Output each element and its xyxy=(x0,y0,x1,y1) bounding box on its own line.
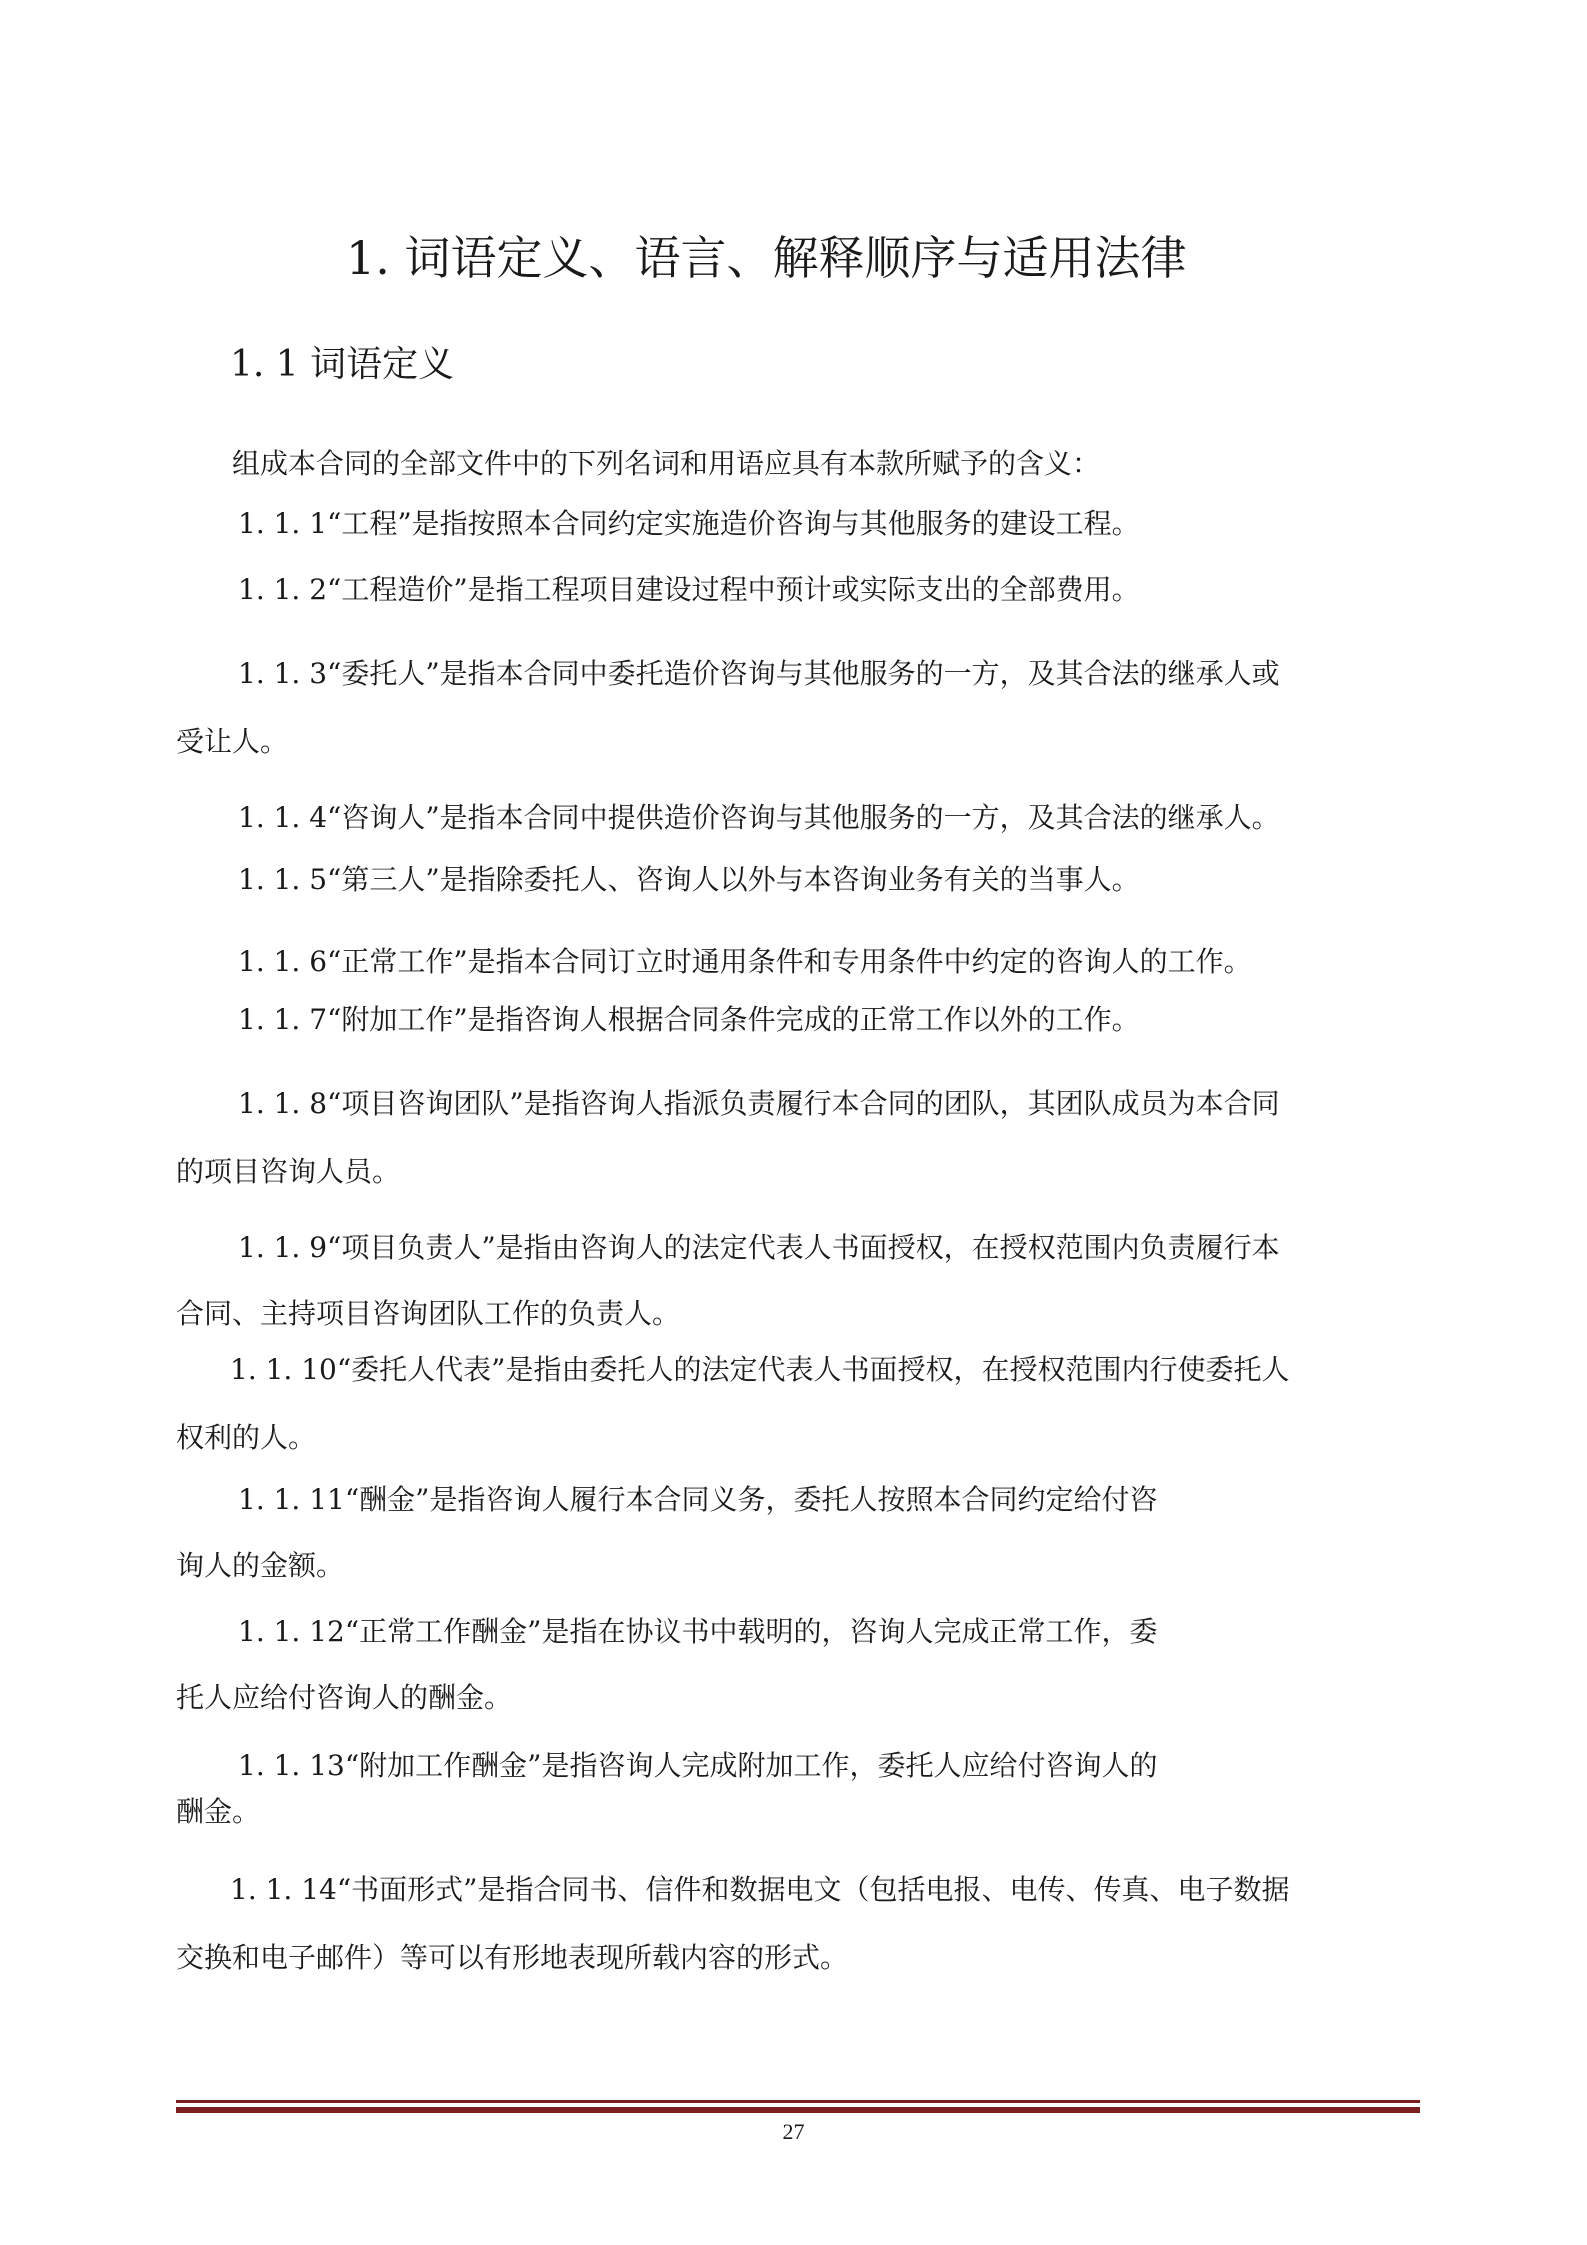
definition-line: 1. 1. 10“委托人代表”是指由委托人的法定代表人书面授权，在授权范围内行使委托人 xyxy=(230,1353,1290,1386)
chapter-heading: 1. 词语定义、语言、解释顺序与适用法律 xyxy=(346,231,1187,285)
definition-line: 1. 1. 7“附加工作”是指咨询人根据合同条件完成的正常工作以外的工作。 xyxy=(238,1003,1140,1036)
definition-line: 受让人。 xyxy=(176,725,289,758)
definition-line: 1. 1. 11“酬金”是指咨询人履行本合同义务，委托人按照本合同约定给付咨 xyxy=(238,1483,1158,1516)
definition-line: 的项目咨询人员。 xyxy=(176,1155,401,1188)
intro-paragraph: 组成本合同的全部文件中的下列名词和用语应具有本款所赋予的含义： xyxy=(232,447,1101,480)
definition-line: 1. 1. 4“咨询人”是指本合同中提供造价咨询与其他服务的一方，及其合法的继承人。 xyxy=(238,801,1280,834)
page-number: 27 xyxy=(782,2119,805,2144)
definition-line: 1. 1. 6“正常工作”是指本合同订立时通用条件和专用条件中约定的咨询人的工作。 xyxy=(238,945,1252,978)
definition-line: 1. 1. 1“工程”是指按照本合同约定实施造价咨询与其他服务的建设工程。 xyxy=(238,507,1140,540)
definition-line: 1. 1. 5“第三人”是指除委托人、咨询人以外与本咨询业务有关的当事人。 xyxy=(238,863,1140,896)
definition-line: 1. 1. 3“委托人”是指本合同中委托造价咨询与其他服务的一方，及其合法的继承人或 xyxy=(238,657,1280,690)
footer-rule-thin xyxy=(176,2100,1420,2103)
definition-line: 权利的人。 xyxy=(176,1421,317,1454)
definition-line: 1. 1. 14“书面形式”是指合同书、信件和数据电文（包括电报、电传、传真、电子数据 xyxy=(230,1873,1290,1906)
definition-line: 1. 1. 12“正常工作酬金”是指在协议书中载明的，咨询人完成正常工作，委 xyxy=(238,1615,1158,1648)
definition-line: 询人的金额。 xyxy=(176,1549,345,1582)
definition-line: 交换和电子邮件）等可以有形地表现所载内容的形式。 xyxy=(176,1941,849,1974)
section-heading: 1. 1 词语定义 xyxy=(230,344,455,385)
footer-rule-thick xyxy=(176,2107,1420,2113)
definition-line: 1. 1. 8“项目咨询团队”是指咨询人指派负责履行本合同的团队，其团队成员为本合同 xyxy=(238,1087,1280,1120)
definition-line: 1. 1. 9“项目负责人”是指由咨询人的法定代表人书面授权，在授权范围内负责履行本 xyxy=(238,1231,1280,1264)
definition-line: 托人应给付咨询人的酬金。 xyxy=(176,1681,513,1714)
definition-line: 1. 1. 13“附加工作酬金”是指咨询人完成附加工作，委托人应给付咨询人的 xyxy=(238,1749,1158,1782)
definition-line: 酬金。 xyxy=(176,1795,261,1828)
definition-line: 1. 1. 2“工程造价”是指工程项目建设过程中预计或实际支出的全部费用。 xyxy=(238,573,1140,606)
definition-line: 合同、主持项目咨询团队工作的负责人。 xyxy=(176,1297,681,1330)
